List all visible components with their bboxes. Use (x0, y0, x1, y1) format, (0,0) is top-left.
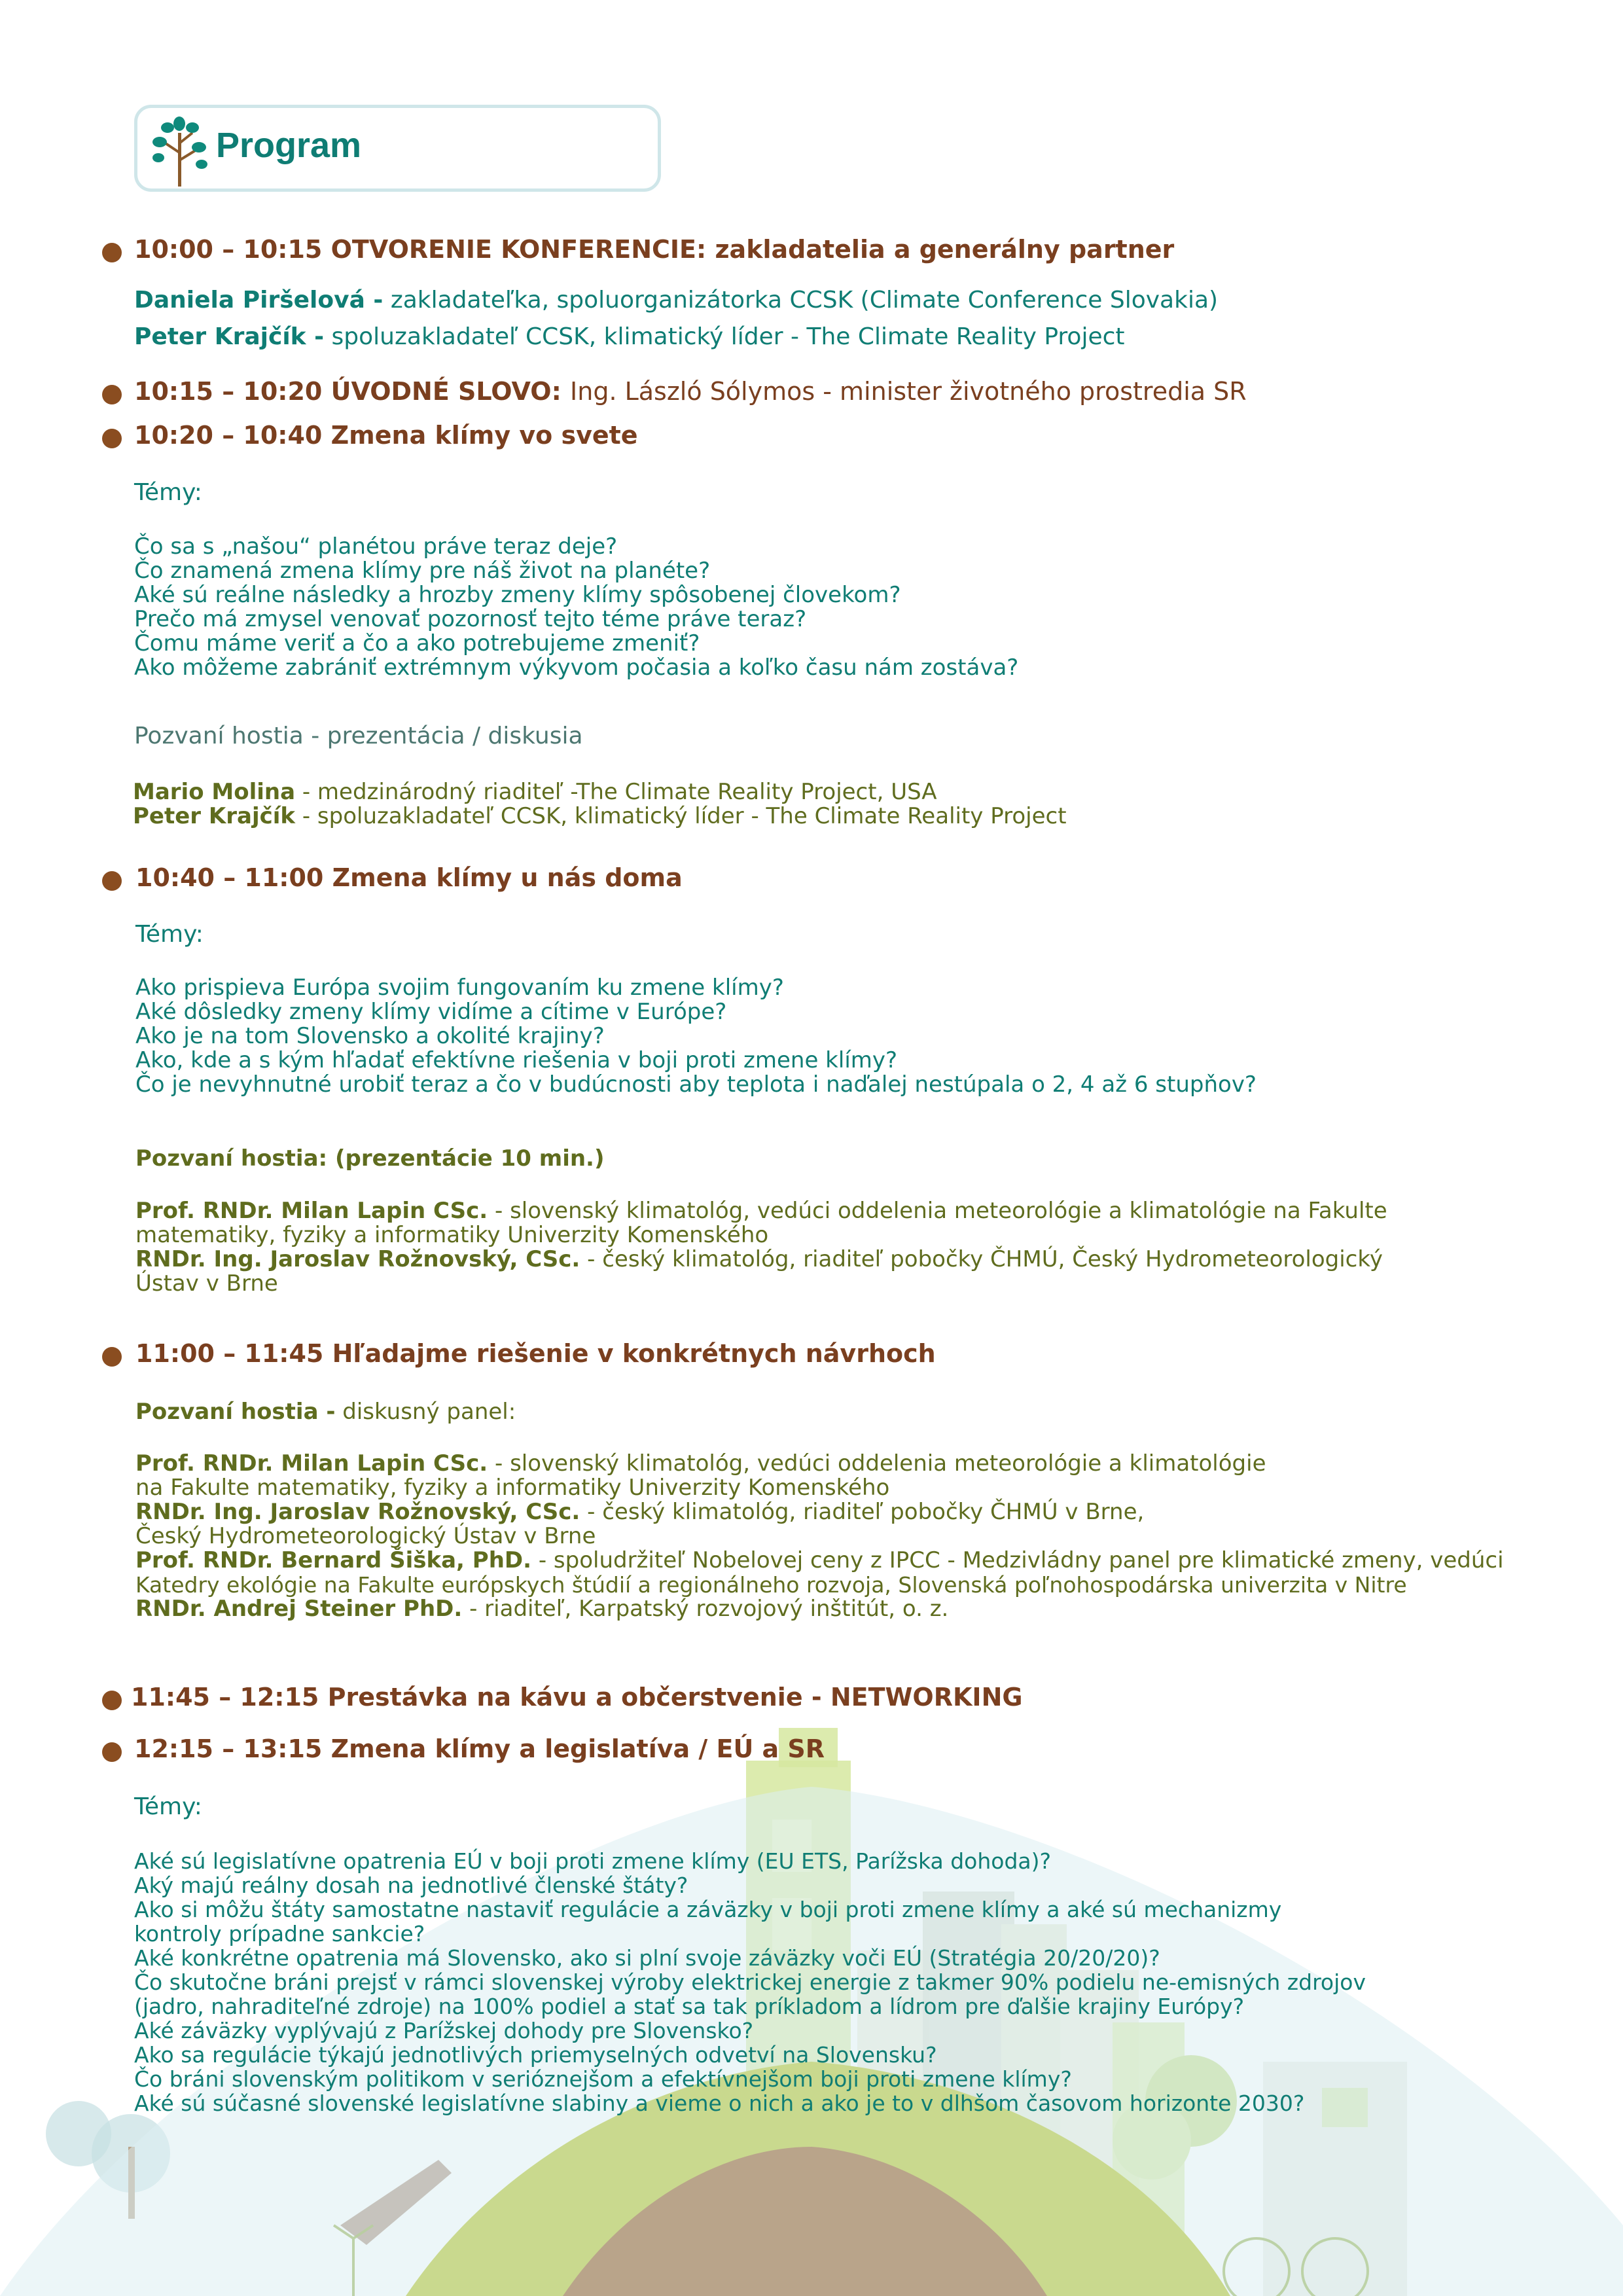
guest-desc: - český klimatológ, riaditeľ pobočky ČHMÚ v Brne, (580, 1499, 1145, 1525)
session-3-guests (133, 780, 1067, 829)
session-5-guests-label (135, 1399, 516, 1425)
guest-name: RNDr. Ing. Jaroslav Rožnovský, CSc. (135, 1246, 580, 1272)
guest-name: Mario Molina (133, 779, 296, 805)
guest-item (135, 1549, 1504, 1573)
question-item: Aké záväzky vyplývajú z Parížskej dohody pre Slovensko? (134, 2018, 754, 2043)
session-7-title: Zmena klímy a legislatíva / EÚ a SR (330, 1734, 825, 1763)
session-6-heading (131, 1683, 1023, 1712)
session-7-questions (134, 1849, 1366, 2115)
session-6-time: 11:45 – 12:15 (131, 1683, 319, 1712)
session-4-time: 10:40 – 11:00 (135, 863, 324, 892)
guest-item (135, 1199, 1387, 1223)
session-3-time: 10:20 – 10:40 (134, 421, 323, 450)
person-name: Daniela Piršelová - (134, 287, 383, 314)
session-3-topics-label: Témy: (134, 479, 202, 506)
question-item: Aké sú súčasné slovenské legislatívne slabiny a vieme o nich a ako je to v dlhšom časovom horizonte 2030? (134, 2090, 1305, 2116)
session-3-questions (134, 535, 1018, 680)
question-item: Ako sa regulácie týkajú jednotlivých priemyselných odvetví na Slovensku? (134, 2042, 937, 2068)
session-2-time: 10:15 – 10:20 (134, 377, 323, 406)
session-1-time: 10:00 – 10:15 (134, 235, 323, 264)
guest-desc: - spoluzakladateľ CCSK, klimatický líder - The Climate Reality Project (295, 803, 1067, 829)
question-item: Aké dôsledky zmeny klímy vidíme a cítime v Európe? (135, 999, 727, 1025)
guest-item-cont: Ústav v Brne (135, 1270, 278, 1297)
bullet-icon (102, 871, 122, 891)
session-1-heading (134, 235, 1174, 264)
session-3-title: Zmena klímy vo svete (330, 421, 638, 450)
guest-desc: - medzinárodný riaditeľ -The Climate Reality Project, USA (295, 779, 937, 805)
guest-desc: - slovenský klimatológ, vedúci oddelenia meteorológie a klimatológie na Fakulte (488, 1198, 1387, 1224)
program-header (134, 105, 661, 192)
guest-name: RNDr. Ing. Jaroslav Rožnovský, CSc. (135, 1499, 580, 1525)
session-5-heading (135, 1339, 936, 1368)
session-4-guests-label: Pozvaní hostia: (prezentácie 10 min.) (135, 1145, 605, 1172)
session-6-title: Prestávka na kávu a občerstvenie - NETWORKING (327, 1683, 1023, 1712)
session-2-heading (134, 377, 1247, 406)
guests-label-bold: Pozvaní hostia - (135, 1399, 336, 1425)
bullet-icon (102, 1347, 122, 1367)
question-item: Ako prispieva Európa svojim fungovaním ku zmene klímy? (135, 975, 784, 1001)
session-7-topics-label: Témy: (134, 1793, 202, 1820)
question-item: (jadro, nahraditeľné zdroje) na 100% podiel a stať sa tak príkladom a lídrom pre ďalšie krajiny Európy? (134, 1994, 1245, 2019)
guests-label-rest: diskusný panel: (335, 1399, 516, 1425)
session-5-time: 11:00 – 11:45 (135, 1339, 324, 1368)
session-1-title: OTVORENIE KONFERENCIE: (330, 235, 707, 264)
guest-desc: - slovenský klimatológ, vedúci oddelenia meteorológie a klimatológie (488, 1450, 1266, 1477)
question-item: Čomu máme veriť a čo a ako potrebujeme zmeniť? (134, 630, 700, 656)
question-item: Ako, kde a s kým hľadať efektívne riešenia v boji proti zmene klímy? (135, 1047, 898, 1073)
person-desc: zakladateľka, spoluorganizátorka CCSK (Climate Conference Slovakia) (390, 287, 1219, 314)
session-2-subtitle: Ing. László Sólymos - minister životného prostredia SR (570, 377, 1247, 406)
bullet-icon (102, 385, 122, 404)
session-4-questions (135, 976, 1257, 1097)
session-1-person-1 (134, 287, 1218, 314)
session-7-time: 12:15 – 13:15 (134, 1734, 323, 1763)
question-item: Ako je na tom Slovensko a okolité krajiny? (135, 1023, 605, 1049)
question-item: Čo skutočne bráni prejsť v rámci slovenskej výroby elektrickej energie z takmer 90% podielu ne-emisných zdrojov (134, 1969, 1366, 1995)
guest-desc: - riaditeľ, Karpatský rozvojový inštitút, o. z. (462, 1596, 949, 1622)
guest-item (135, 1597, 1504, 1621)
guest-item-cont: Český Hydrometeorologický Ústav v Brne (135, 1523, 596, 1549)
guest-item-cont: Katedry ekológie na Fakulte európskych štúdií a regionálneho rozvoja, Slovenská poľnohospodárska univerzita v Nitre (135, 1572, 1407, 1598)
guest-name: RNDr. Andrej Steiner PhD. (135, 1596, 463, 1622)
session-2-title: ÚVODNÉ SLOVO: (330, 377, 562, 406)
page-title: Program (216, 126, 362, 165)
session-4-heading (135, 863, 683, 892)
question-item: Aké sú reálne následky a hrozby zmeny klímy spôsobenej človekom? (134, 582, 901, 608)
question-item: Aké sú legislatívne opatrenia EÚ v boji proti zmene klímy (EU ETS, Parížska dohoda)? (134, 1848, 1052, 1874)
bullet-icon (102, 429, 122, 448)
guest-item (133, 804, 1067, 829)
question-item: Aký majú reálny dosah na jednotlivé členské štáty? (134, 1873, 688, 1898)
guest-desc: - český klimatológ, riaditeľ pobočky ČHMÚ, Český Hydrometeorologický (580, 1246, 1383, 1272)
question-item: Čo bráni slovenským politikom v serióznejšom a efektívnejšom boji proti zmene klímy? (134, 2066, 1072, 2092)
bullet-icon (102, 1691, 122, 1710)
guest-item (133, 780, 1067, 804)
person-desc: spoluzakladateľ CCSK, klimatický líder - The Climate Reality Project (331, 323, 1125, 350)
question-item: Ako si môžu štáty samostatne nastaviť regulácie a záväzky v boji proti zmene klímy a aké sú mechanizmy (134, 1897, 1282, 1922)
question-item: Čo sa s „našou“ planétou práve teraz deje? (134, 533, 618, 560)
guest-name: Prof. RNDr. Bernard Šiška, PhD. (135, 1547, 532, 1573)
tree-icon (149, 113, 209, 188)
guest-name: Prof. RNDr. Milan Lapin CSc. (135, 1450, 488, 1477)
question-item: Prečo má zmysel venovať pozornosť tejto téme práve teraz? (134, 606, 807, 632)
guest-item-cont: matematiky, fyziky a informatiky Univerzity Komenského (135, 1222, 769, 1248)
guest-item (135, 1247, 1387, 1272)
session-4-title: Zmena klímy u nás doma (332, 863, 683, 892)
guest-item-cont: na Fakulte matematiky, fyziky a informatiky Univerzity Komenského (135, 1475, 890, 1501)
session-4-topics-label: Témy: (135, 921, 204, 948)
question-item: Aké konkrétne opatrenia má Slovensko, ako si plní svoje záväzky voči EÚ (Stratégia 20/20/20)? (134, 1945, 1160, 1971)
question-item: kontroly prípadne sankcie? (134, 1921, 425, 1946)
session-1-person-2 (134, 323, 1125, 350)
session-3-guests-label: Pozvaní hostia - prezentácia / diskusia (134, 723, 583, 749)
guest-item (135, 1500, 1504, 1524)
session-5-guests (135, 1452, 1504, 1621)
session-5-title: Hľadajme riešenie v konkrétnych návrhoch (332, 1339, 936, 1368)
question-item: Ako môžeme zabrániť extrémnym výkyvom počasia a koľko času nám zostáva? (134, 655, 1019, 681)
guest-name: Peter Krajčík (133, 803, 296, 829)
guest-item (135, 1452, 1504, 1476)
person-name: Peter Krajčík - (134, 323, 325, 350)
session-4-guests (135, 1199, 1387, 1296)
guest-desc: - spoludržiteľ Nobelovej ceny z IPCC - Medzivládny panel pre klimatické zmeny, vedúci (531, 1547, 1504, 1573)
bullet-icon (102, 243, 122, 262)
session-3-heading (134, 421, 638, 450)
guest-name: Prof. RNDr. Milan Lapin CSc. (135, 1198, 488, 1224)
bullet-icon (102, 1742, 122, 1762)
session-7-heading (134, 1734, 825, 1763)
session-1-subtitle: zakladatelia a generálny partner (715, 235, 1175, 264)
question-item: Čo znamená zmena klímy pre náš život na planéte? (134, 558, 711, 584)
question-item: Čo je nevyhnutné urobiť teraz a čo v budúcnosti aby teplota i naďalej nestúpala o 2, 4 až 6 stupňov? (135, 1071, 1257, 1098)
